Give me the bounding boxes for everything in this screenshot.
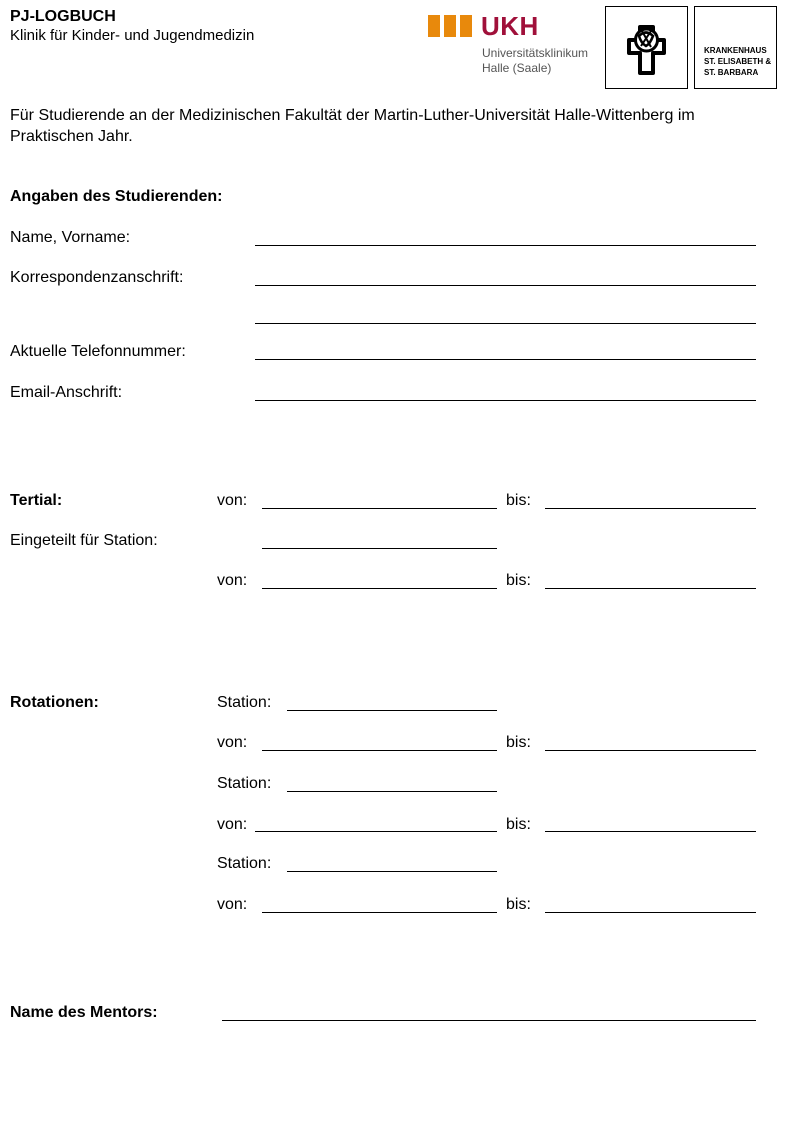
rose-cross-icon bbox=[606, 7, 687, 88]
rotation-1-bis-field[interactable] bbox=[545, 750, 756, 751]
name-label: Name, Vorname: bbox=[10, 229, 131, 246]
station-label: Eingeteilt für Station: bbox=[10, 532, 158, 549]
ukh-logo-line2: Halle (Saale) bbox=[482, 61, 552, 75]
ukh-logo-line1: Universitätsklinikum bbox=[482, 46, 589, 60]
rotation-2-bis-field[interactable] bbox=[545, 831, 756, 832]
ukh-logo-text: UKH bbox=[481, 11, 539, 41]
tertial-bis-field[interactable] bbox=[545, 508, 756, 509]
rotation-3-bis-label: bis: bbox=[506, 896, 531, 913]
mentor-label: Name des Mentors: bbox=[10, 1004, 158, 1021]
rotation-2-von-field[interactable] bbox=[255, 831, 497, 832]
rotation-2-station-field[interactable] bbox=[287, 791, 497, 792]
rotation-1-bis-label: bis: bbox=[506, 734, 531, 751]
intro-line1: Für Studierende an der Medizinischen Fakultät der Martin-Luther-Universität Halle-Wittenberg im bbox=[10, 107, 695, 124]
rotation-3-von-label: von: bbox=[217, 896, 248, 913]
phone-field[interactable] bbox=[255, 359, 756, 360]
rotation-2-station-label: Station: bbox=[217, 775, 272, 792]
rotations-heading: Rotationen: bbox=[10, 694, 99, 711]
rotation-3-station-label: Station: bbox=[217, 855, 272, 872]
tertial-von-field[interactable] bbox=[262, 508, 497, 509]
station-bis-field[interactable] bbox=[545, 588, 756, 589]
email-field[interactable] bbox=[255, 400, 756, 401]
rotation-3-von-field[interactable] bbox=[262, 912, 497, 913]
station-von-field[interactable] bbox=[262, 588, 497, 589]
student-heading: Angaben des Studierenden: bbox=[10, 188, 223, 205]
rotation-1-station-label: Station: bbox=[217, 694, 272, 711]
intro-line2: Praktischen Jahr. bbox=[10, 128, 133, 145]
tertial-heading: Tertial: bbox=[10, 492, 63, 509]
hospital-logo-box bbox=[694, 6, 777, 89]
rotation-2-bis-label: bis: bbox=[506, 816, 531, 833]
rotation-1-station-field[interactable] bbox=[287, 710, 497, 711]
rotation-1-von-label: von: bbox=[217, 734, 248, 751]
document-title: PJ-LOGBUCH bbox=[10, 8, 116, 25]
tertial-von-label: von: bbox=[217, 492, 248, 509]
station-bis-label: bis: bbox=[506, 572, 531, 589]
rotation-3-station-field[interactable] bbox=[287, 871, 497, 872]
address-field-line2[interactable] bbox=[255, 323, 756, 324]
clinic-subtitle: Klinik für Kinder- und Jugendmedizin bbox=[10, 27, 255, 44]
email-label: Email-Anschrift: bbox=[10, 384, 123, 401]
station-von-label: von: bbox=[217, 572, 248, 589]
mentor-field[interactable] bbox=[222, 1020, 756, 1021]
rotation-1-von-field[interactable] bbox=[262, 750, 497, 751]
phone-label: Aktuelle Telefonnummer: bbox=[10, 343, 186, 360]
rotation-2-von-label: von: bbox=[217, 816, 248, 833]
rotation-3-bis-field[interactable] bbox=[545, 912, 756, 913]
name-field[interactable] bbox=[255, 245, 756, 246]
hospital-logo-line2: ST. ELISABETH & bbox=[704, 57, 772, 66]
address-field-line1[interactable] bbox=[255, 285, 756, 286]
station-field[interactable] bbox=[262, 548, 497, 549]
ukh-bars-icon bbox=[428, 15, 473, 37]
hospital-logo-line3: ST. BARBARA bbox=[704, 68, 759, 77]
address-label: Korrespondenzanschrift: bbox=[10, 269, 184, 286]
cross-logo-box bbox=[605, 6, 688, 89]
tertial-bis-label: bis: bbox=[506, 492, 531, 509]
hospital-logo-line1: KRANKENHAUS bbox=[704, 46, 767, 55]
